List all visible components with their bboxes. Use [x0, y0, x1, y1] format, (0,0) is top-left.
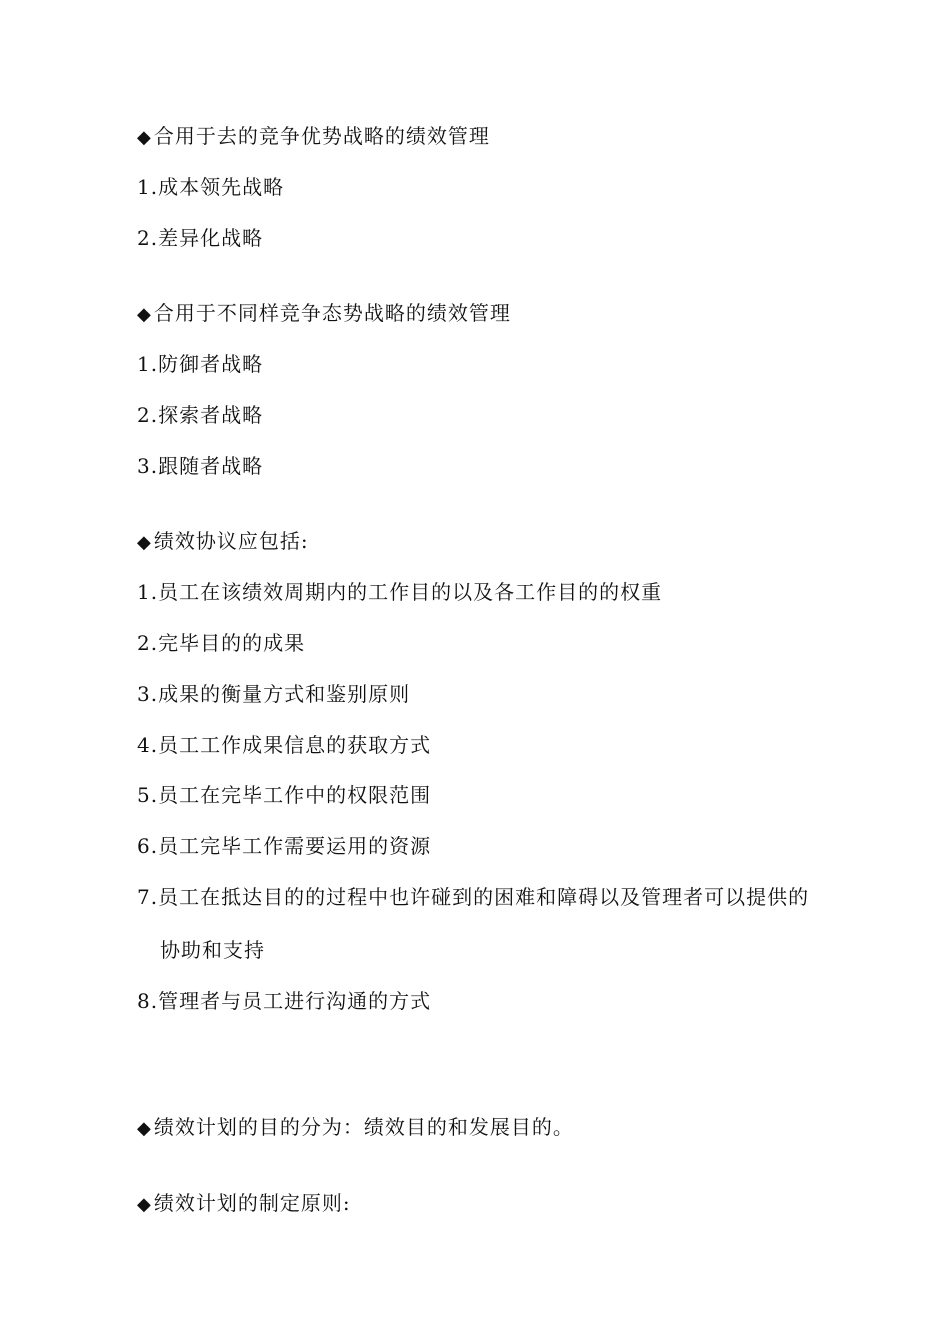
list-item: 2.差异化战略 — [137, 226, 264, 250]
list-item: 1.员工在该绩效周期内的工作目的以及各工作目的的权重 — [137, 580, 663, 604]
diamond-bullet-icon: ◆ — [137, 304, 152, 325]
list-item: 4.员工工作成果信息的获取方式 — [137, 733, 432, 757]
list-item: 8.管理者与员工进行沟通的方式 — [137, 989, 432, 1013]
section-heading — [137, 300, 511, 328]
section-heading — [137, 123, 490, 151]
diamond-bullet-icon: ◆ — [137, 1194, 152, 1215]
list-item: 2.探索者战略 — [137, 403, 264, 427]
heading-text: 合用于不同样竞争态势战略的绩效管理 — [153, 301, 511, 325]
section-heading — [137, 1190, 351, 1218]
list-item: 3.跟随者战略 — [137, 454, 264, 478]
heading-text: 绩效计划的目的分为：绩效目的和发展目的。 — [153, 1115, 574, 1139]
diamond-bullet-icon: ◆ — [137, 532, 152, 553]
list-item: 1.成本领先战略 — [137, 175, 285, 199]
section-heading — [137, 1114, 574, 1142]
heading-text: 合用于去的竞争优势战略的绩效管理 — [153, 124, 490, 148]
list-item: 6.员工完毕工作需要运用的资源 — [137, 834, 432, 858]
list-item: 1.防御者战略 — [137, 352, 264, 376]
diamond-bullet-icon: ◆ — [137, 127, 152, 148]
list-item: 5.员工在完毕工作中的权限范围 — [137, 783, 432, 807]
list-item-continuation: 协助和支持 — [160, 938, 265, 962]
diamond-bullet-icon: ◆ — [137, 1118, 152, 1139]
list-item: 3.成果的衡量方式和鉴别原则 — [137, 682, 411, 706]
section-heading — [137, 528, 309, 556]
heading-text: 绩效计划的制定原则: — [153, 1191, 351, 1215]
list-item: 7.员工在抵达目的的过程中也许碰到的困难和障碍以及管理者可以提供的 — [137, 885, 810, 909]
heading-text: 绩效协议应包括: — [153, 529, 309, 553]
list-item: 2.完毕目的的成果 — [137, 631, 306, 655]
